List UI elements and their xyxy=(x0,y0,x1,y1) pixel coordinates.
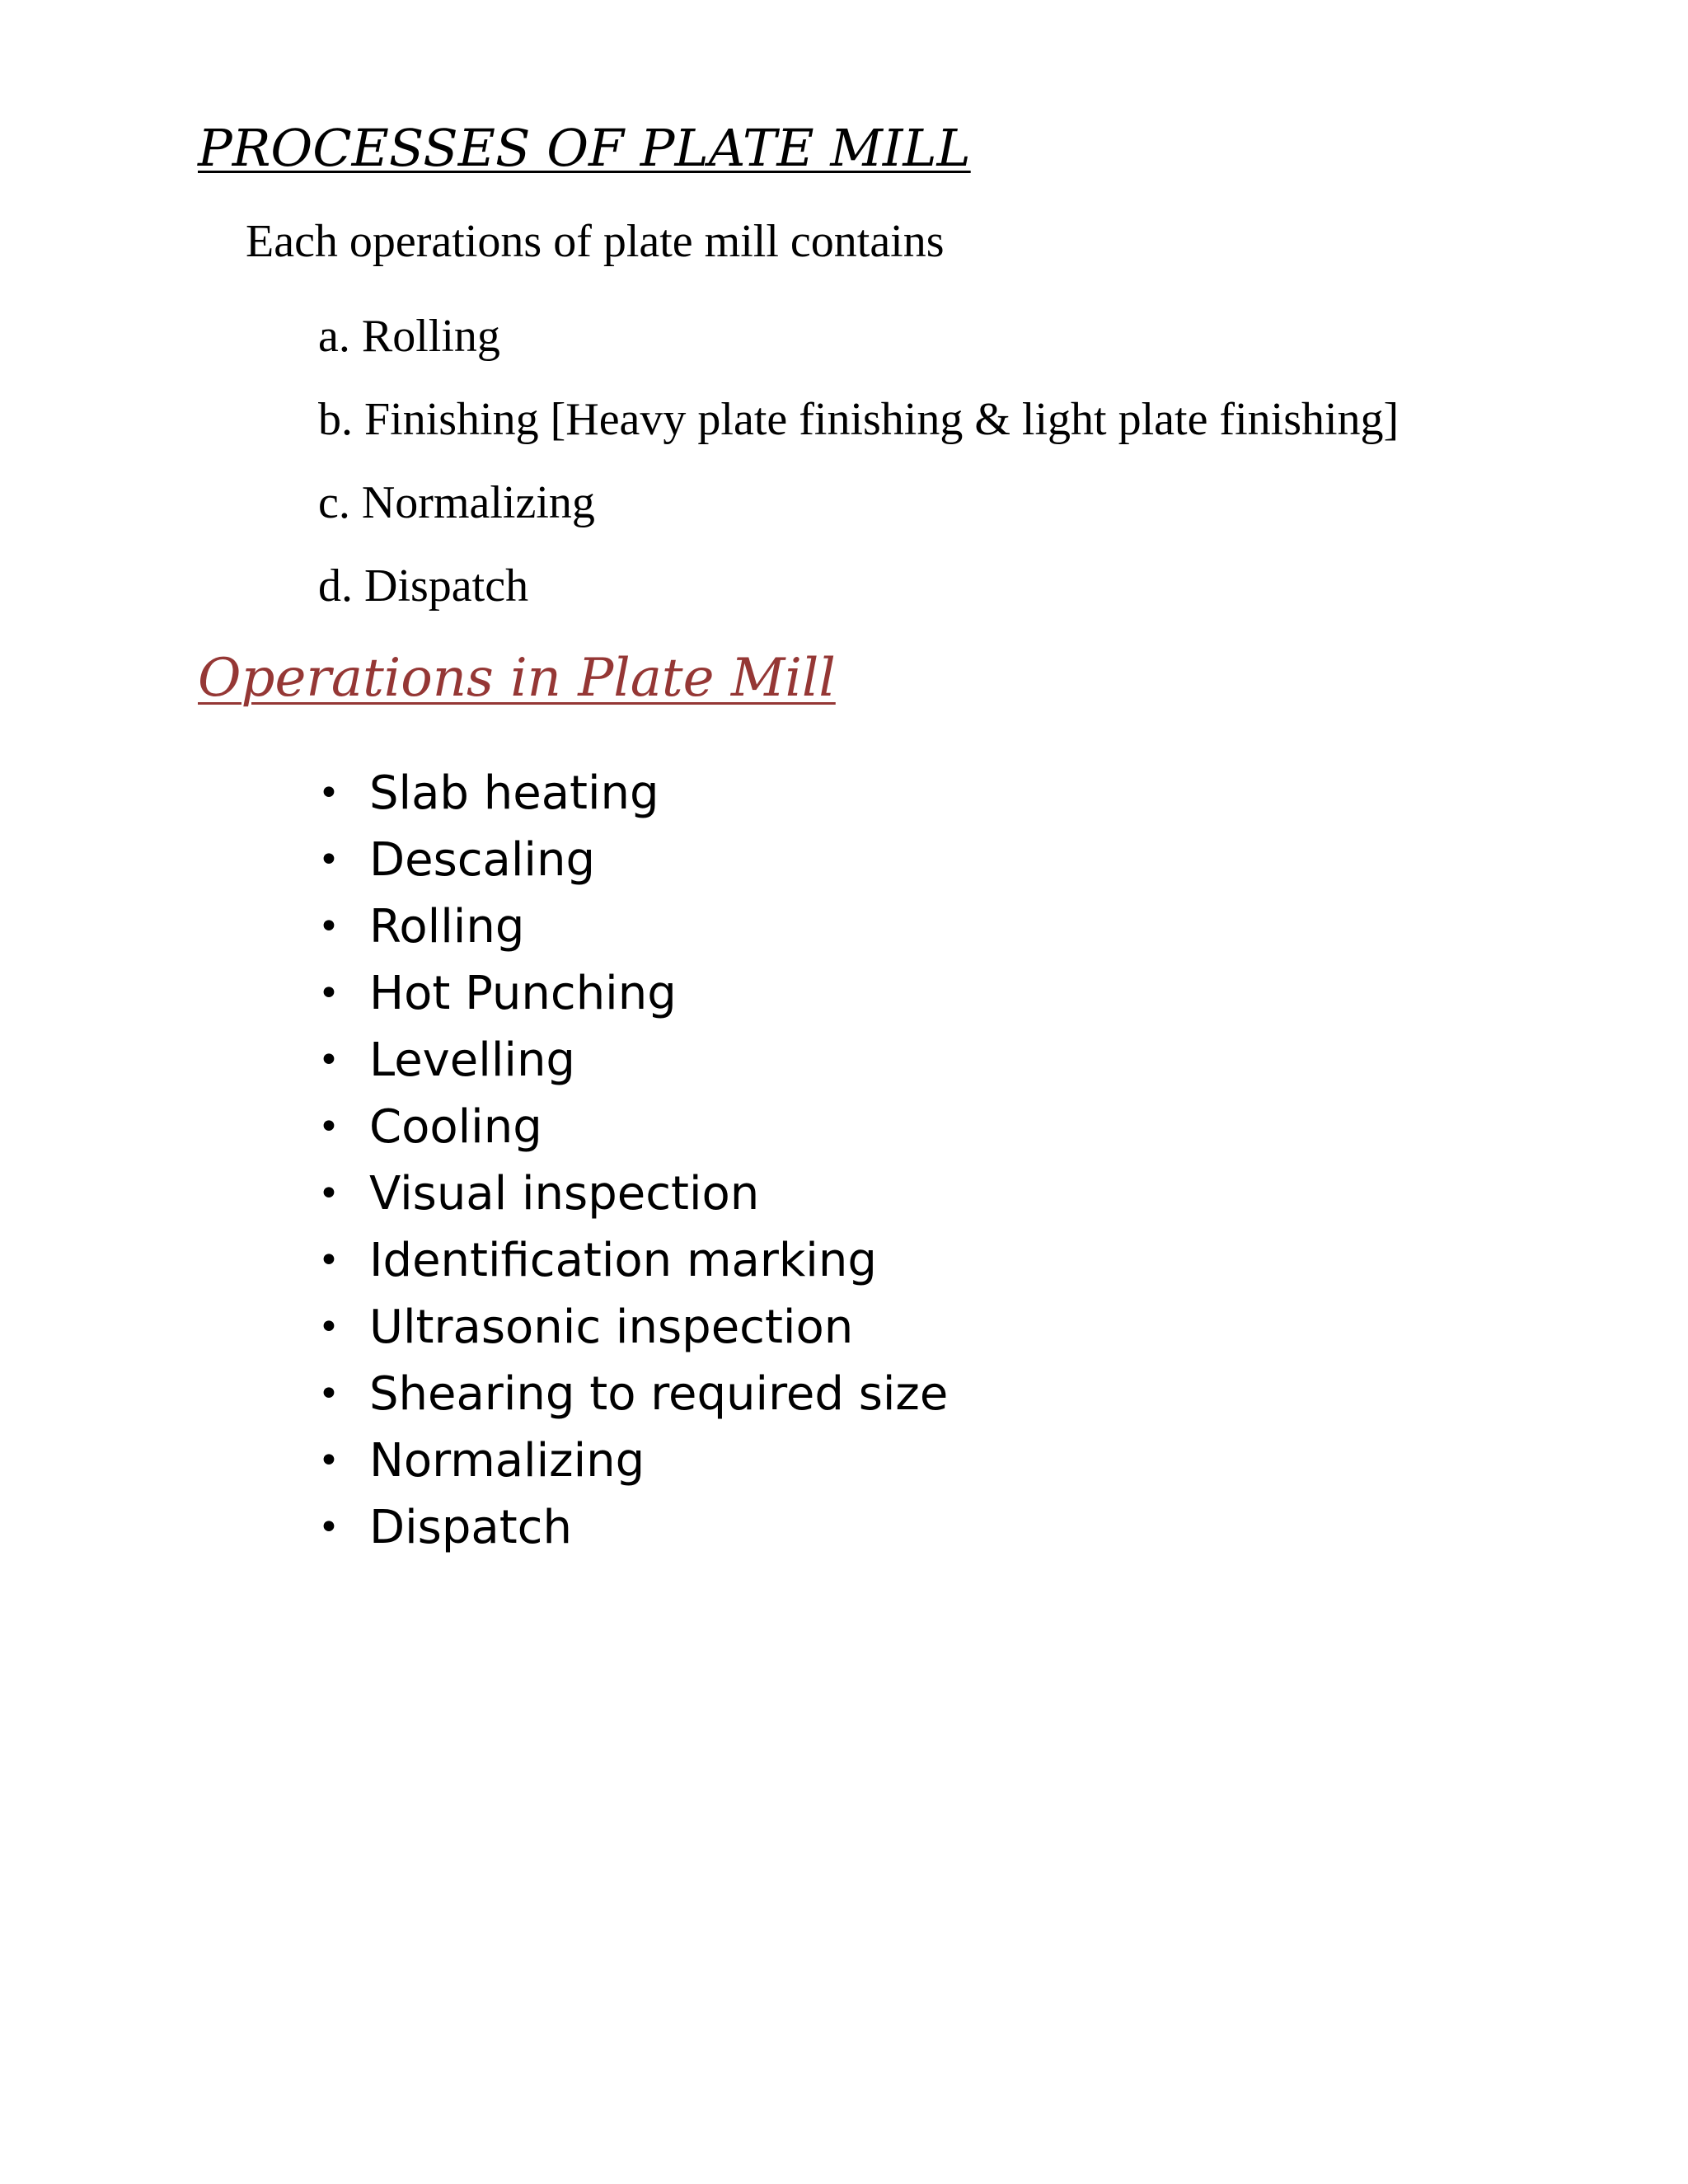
operation-text: Normalizing xyxy=(369,1434,645,1488)
operations-list-item xyxy=(318,760,948,827)
page-title: PROCESSES OF PLATE MILL xyxy=(198,118,971,178)
process-item xyxy=(318,545,1399,628)
operations-list-item xyxy=(318,1227,948,1294)
process-item-text: Finishing [Heavy plate finishing & light plate finishing] xyxy=(364,394,1400,445)
operations-list-item xyxy=(318,1494,948,1561)
operation-text: Ultrasonic inspection xyxy=(369,1301,854,1354)
operations-list-item xyxy=(318,893,948,960)
intro-text: Each operations of plate mill contains xyxy=(246,216,945,267)
process-item-letter: a. xyxy=(318,311,350,362)
operation-text: Levelling xyxy=(369,1033,575,1087)
process-item-text: Rolling xyxy=(361,311,500,362)
operation-text: Shearing to required size xyxy=(369,1367,949,1421)
bullet-icon: • xyxy=(318,1507,340,1549)
bullet-icon: • xyxy=(318,839,340,881)
operations-heading: Operations in Plate Mill xyxy=(198,648,836,709)
bullet-icon: • xyxy=(318,772,340,814)
bullet-icon: • xyxy=(318,1306,340,1348)
bullet-icon: • xyxy=(318,1106,340,1148)
operations-list xyxy=(318,760,948,1561)
operations-list-item xyxy=(318,1427,948,1494)
process-item-text: Dispatch xyxy=(364,560,529,612)
operation-text: Rolling xyxy=(369,900,525,954)
process-list xyxy=(318,295,1399,628)
operations-list-item xyxy=(318,827,948,893)
operations-list-item xyxy=(318,1027,948,1094)
operation-text: Hot Punching xyxy=(369,967,677,1020)
operation-text: Cooling xyxy=(369,1100,542,1154)
operation-text: Dispatch xyxy=(369,1501,572,1554)
process-item xyxy=(318,295,1399,378)
operation-text: Identification marking xyxy=(369,1234,877,1287)
process-item-text: Normalizing xyxy=(361,477,595,528)
operations-list-item xyxy=(318,960,948,1027)
process-item-letter: c. xyxy=(318,477,350,528)
operation-text: Slab heating xyxy=(369,766,659,820)
operation-text: Visual inspection xyxy=(369,1167,760,1221)
process-item-letter: d. xyxy=(318,560,353,612)
operations-list-item xyxy=(318,1094,948,1160)
process-item xyxy=(318,378,1399,462)
bullet-icon: • xyxy=(318,1173,340,1215)
process-item-letter: b. xyxy=(318,394,353,445)
operations-list-item xyxy=(318,1294,948,1361)
bullet-icon: • xyxy=(318,972,340,1015)
bullet-icon: • xyxy=(318,1373,340,1415)
bullet-icon: • xyxy=(318,1440,340,1482)
bullet-icon: • xyxy=(318,1240,340,1282)
process-item xyxy=(318,462,1399,545)
bullet-icon: • xyxy=(318,1039,340,1081)
operations-list-item xyxy=(318,1160,948,1227)
operations-list-item xyxy=(318,1361,948,1427)
bullet-icon: • xyxy=(318,906,340,948)
operation-text: Descaling xyxy=(369,833,596,887)
